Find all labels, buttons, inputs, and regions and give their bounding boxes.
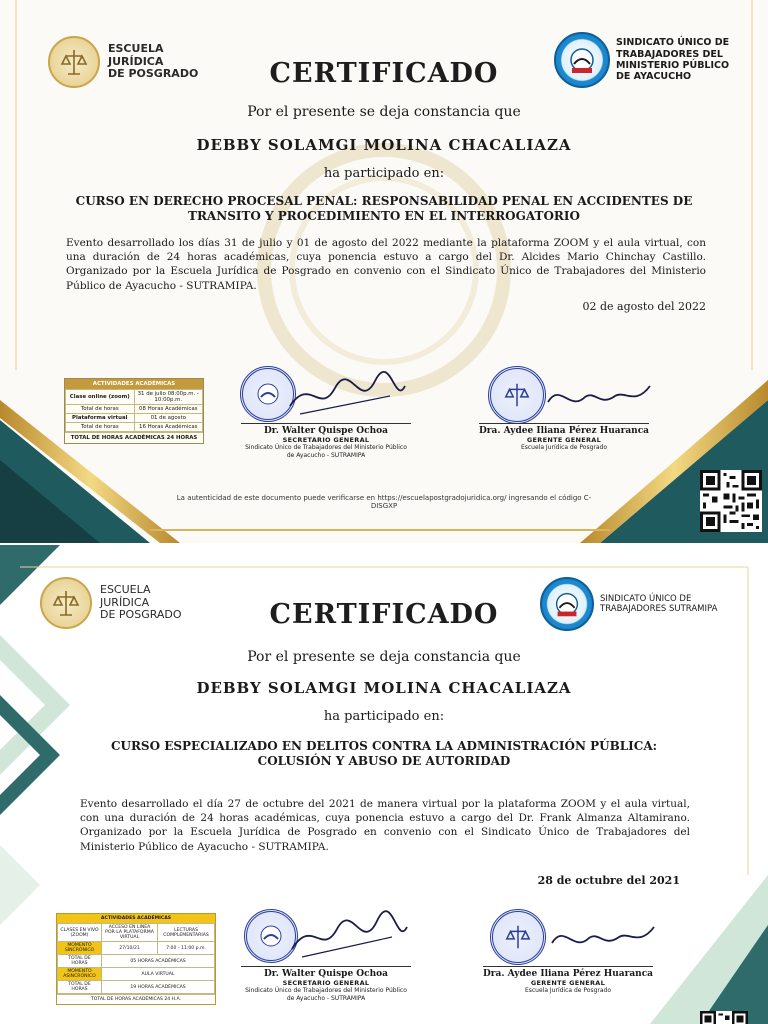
signature-line [241, 966, 411, 967]
table-cell: Total de horas [66, 423, 135, 432]
school-line-1: ESCUELA [108, 42, 164, 56]
intro-text: Por el presente se deja constancia que [247, 649, 521, 665]
signer-left-org-line-2: de Ayacucho - SUTRAMIPA [286, 451, 366, 459]
certificate-title: CERTIFICADO [269, 599, 499, 630]
signature-line [483, 966, 653, 967]
participation-text: ha participado en: [323, 166, 445, 181]
signer-right-name: Dra. Aydee Iliana Pérez Huaranca [482, 969, 654, 979]
school-stamp-icon [490, 909, 546, 965]
school-line-3: DE POSGRADO [108, 67, 199, 81]
recipient-name: DEBBY SOLAMGI MOLINA CHACALIAZA [196, 679, 572, 697]
activities-table [64, 378, 204, 444]
course-title [0, 739, 768, 769]
table-row [66, 414, 203, 423]
school-line-3: DE POSGRADO [100, 608, 182, 622]
signature-left-icon [280, 366, 410, 422]
signer-left-org [226, 444, 426, 459]
qr-code-icon [700, 1011, 748, 1024]
signer-left-role: SECRETARIO GENERAL [282, 979, 370, 987]
table-row [58, 942, 215, 955]
table-cell: TOTAL DE HORAS [58, 955, 102, 968]
signer-right-role: GERENTE GENERAL [526, 436, 602, 444]
table-cell: 31 de julio 08:00p.m. - 10:00p.m. [134, 390, 203, 405]
issue-date: 28 de octubre del 2021 [537, 874, 680, 887]
table-cell: 7:00 - 11:00 p.m. [158, 942, 215, 955]
union-line-2: TRABAJADORES DEL [616, 48, 723, 60]
activities-table-grid [65, 389, 203, 432]
signer-left-name: Dr. Walter Quispe Ochoa [263, 969, 389, 979]
participation-text: ha participado en: [323, 709, 445, 724]
table-cell: Plataforma virtual [66, 414, 135, 423]
table-cell: Clase online (zoom) [66, 390, 135, 405]
table-cell: 19 HORAS ACADÉMICAS [101, 981, 214, 994]
table-cell: 08 Horas Académicas [134, 405, 203, 414]
school-stamp-icon [488, 366, 546, 424]
union-line-2: TRABAJADORES SUTRAMIPA [600, 604, 718, 614]
table-row [66, 405, 203, 414]
course-title-line-1: CURSO EN DERECHO PROCESAL PENAL: RESPONSABILIDAD PENAL EN ACCIDENTES DE [75, 194, 693, 208]
signer-left-role: SECRETARIO GENERAL [282, 436, 370, 444]
table-row [58, 924, 215, 942]
signature-right-icon [544, 913, 664, 965]
signer-right-org: Escuela Jurídica de Posgrado [520, 444, 608, 451]
school-line-2: JURÍDICA [108, 54, 164, 68]
certificate-2 [0, 545, 768, 1024]
signature-left-icon [282, 905, 412, 965]
table-row [58, 968, 215, 981]
course-title-line-1: CURSO ESPECIALIZADO EN DELITOS CONTRA LA ADMINISTRACIÓN PÚBLICA: [110, 739, 658, 753]
course-title-line-2: TRANSITO Y PROCEDIMIENTO EN EL INTERROGATORIO [188, 209, 580, 223]
signature-line [241, 423, 411, 424]
course-title-line-2: COLUSIÓN Y ABUSO DE AUTORIDAD [257, 754, 511, 768]
table-row [58, 955, 215, 968]
signature-line [479, 423, 649, 424]
table-cell: LECTURAS COMPLEMENTARIAS [158, 924, 215, 942]
union-line-3: MINISTERIO PÚBLICO [616, 60, 730, 71]
table-cell: MOMENTO ASINCRÓNICO [58, 968, 102, 981]
table-cell: TOTAL DE HORAS [58, 981, 102, 994]
signer-right-org: Escuela Jurídica de Posgrado [524, 987, 612, 994]
table-cell: 05 HORAS ACADÉMICAS [101, 955, 214, 968]
signer-right [468, 966, 668, 995]
union-line-1: SINDICATO ÚNICO DE [616, 37, 730, 49]
activities-table-footer: TOTAL DE HORAS ACADÉMICAS 24 HORAS [65, 432, 203, 443]
signer-left-name: Dr. Walter Quispe Ochoa [263, 426, 389, 436]
activities-table-grid [57, 923, 215, 994]
signer-left-org-line-1: Sindicato Único de Trabajadores del Ministerio Público [245, 987, 407, 994]
signer-left [226, 423, 426, 459]
issue-date: 02 de agosto del 2022 [582, 300, 706, 313]
table-cell: Total de horas [66, 405, 135, 414]
table-cell: 27/10/21 [101, 942, 157, 955]
signer-left [226, 966, 426, 1002]
recipient-name: DEBBY SOLAMGI MOLINA CHACALIAZA [196, 136, 572, 154]
school-line-2: JURÍDICA [100, 595, 150, 609]
table-cell: MOMENTO SINCRÓNICO [58, 942, 102, 955]
activities-table-header: ACTIVIDADES ACADÉMICAS [65, 379, 203, 389]
school-line-1: ESCUELA [100, 583, 151, 597]
intro-text: Por el presente se deja constancia que [247, 104, 521, 120]
verification-note: La autenticidad de este documento puede verificarse en https://escuelapostgradojuridica.org/ ingresando el código C-DISGXP [176, 494, 592, 510]
table-cell: AULA VIRTUAL [101, 968, 214, 981]
signer-left-org [226, 987, 426, 1002]
certificate-title: CERTIFICADO [269, 58, 499, 89]
table-row [66, 390, 203, 405]
course-title [0, 194, 768, 224]
signer-right [464, 423, 664, 452]
signer-left-org-line-1: Sindicato Único de Trabajadores del Ministerio Público [245, 444, 407, 451]
union-line-1: SINDICATO ÚNICO DE [600, 593, 692, 604]
union-line-4: DE AYACUCHO [616, 71, 692, 83]
table-cell: CLASES EN VIVO (ZOOM) [58, 924, 102, 942]
activities-table-footer: TOTAL DE HORAS ACADÉMICAS 24 H.A. [57, 994, 215, 1004]
event-description: Evento desarrollado el día 27 de octubre del 2021 de manera virtual por la plataforma ZOOM y el aula virtual, con una duración de 24 horas académicas, cuya ponencia estuvo a cargo del Dr. Frank Almanza Altamirano. Organizado por la Escuela Jurídica de Posgrado en convenio con el Sindicato Único de Trabajadores del Ministerio Público de Ayacucho - SUTRAMIPA. [80, 798, 690, 853]
table-cell: 01 de agosto [134, 414, 203, 423]
table-row [58, 981, 215, 994]
signature-right-icon [540, 372, 660, 424]
table-row [66, 423, 203, 432]
table-cell: ACCESO EN LINEA POR LA PLATAFORMA VIRTUAL [101, 924, 157, 942]
table-cell: 16 Horas Académicas [134, 423, 203, 432]
activities-table-header: ACTIVIDADES ACADÉMICAS [57, 914, 215, 923]
activities-table [56, 913, 216, 1005]
signer-right-name: Dra. Aydee Iliana Pérez Huaranca [478, 426, 650, 436]
qr-code-icon [700, 470, 762, 532]
event-description: Evento desarrollado los días 31 de julio y 01 de agosto del 2022 mediante la plataforma ZOOM y el aula virtual, con una duración de 24 horas académicas, cuya ponencia estuvo a cargo del Dr. Alcides Mario Chinchay Castillo. Organizado por la Escuela Jurídica de Posgrado en convenio con el Sindicato Único de Trabajadores del Ministerio Público de Ayacucho - SUTRAMIPA. [66, 237, 706, 292]
signer-right-role: GERENTE GENERAL [530, 979, 606, 987]
signer-left-org-line-2: de Ayacucho - SUTRAMIPA [286, 994, 366, 1002]
